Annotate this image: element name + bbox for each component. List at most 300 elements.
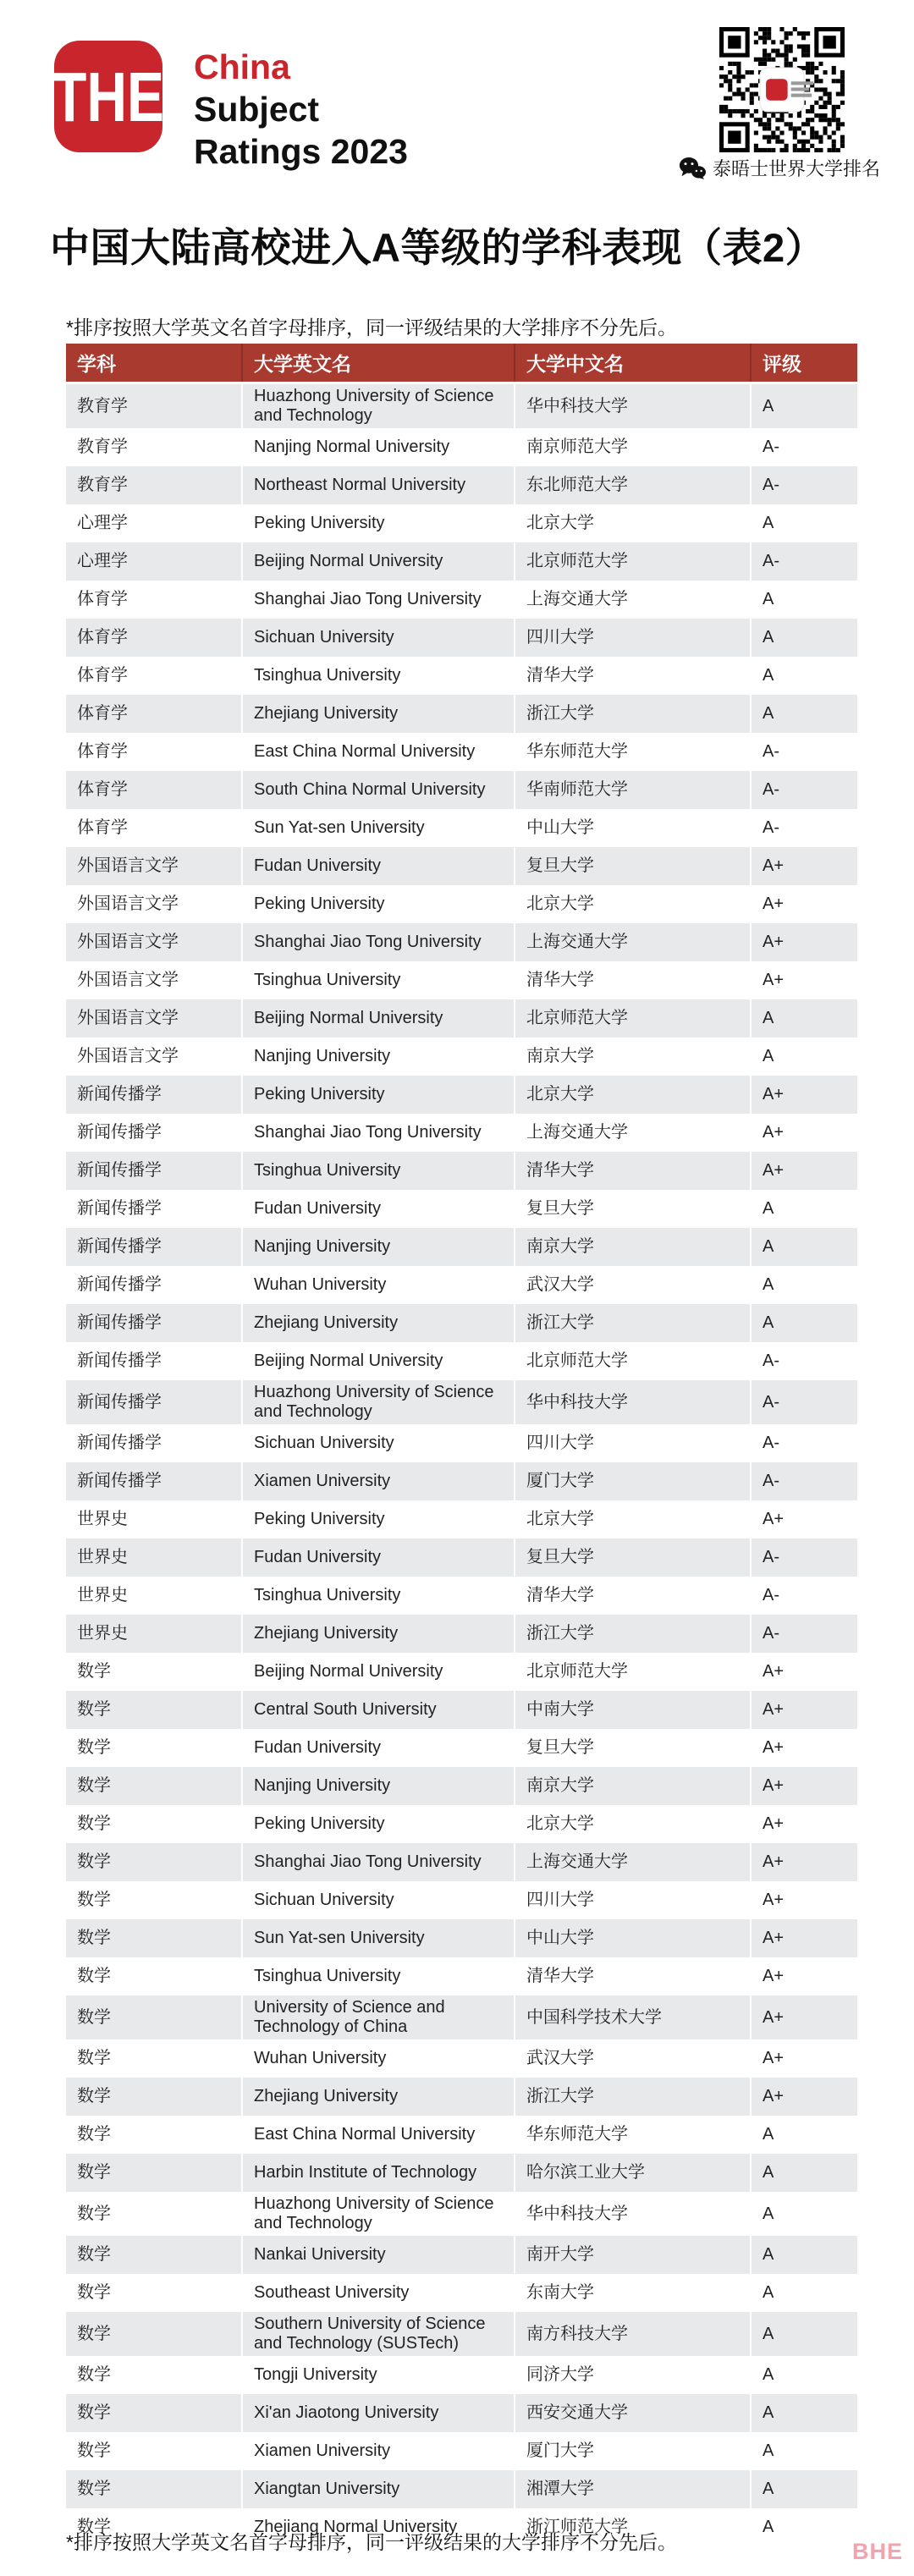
cell-rating: A+ (750, 1500, 857, 1538)
table-row (66, 885, 857, 923)
cell-university-zh: 西安交通大学 (514, 2394, 750, 2432)
cell-rating: A+ (750, 1114, 857, 1152)
table-row (66, 1462, 857, 1500)
cell-rating: A+ (750, 1919, 857, 1957)
cell-university-zh: 湘潭大学 (514, 2470, 750, 2508)
cell-subject: 体育学 (77, 704, 128, 723)
table-row (66, 1380, 857, 1424)
cell-university-zh: 南方科技大学 (514, 2312, 750, 2356)
cell-rating: A+ (750, 1843, 857, 1881)
cell-rating: A (750, 384, 857, 428)
cell-subject: 新闻传播学 (77, 1275, 162, 1294)
cell-subject: 教育学 (77, 396, 128, 416)
cell-university-en: Central South University (241, 1691, 514, 1729)
cell-university-zh: 浙江大学 (514, 1304, 750, 1342)
cell-university-zh: 南京师范大学 (514, 428, 750, 466)
cell-rating: A (750, 2116, 857, 2154)
cell-subject: 外国语言文学 (77, 894, 179, 913)
cell-university-zh: 华中科技大学 (514, 1380, 750, 1424)
table-row (66, 1767, 857, 1805)
cell-rating: A (750, 504, 857, 542)
cell-rating: A (750, 2356, 857, 2394)
cell-rating: A (750, 2312, 857, 2356)
cell-university-en: Wuhan University (241, 1266, 514, 1304)
cell-rating: A+ (750, 1653, 857, 1691)
cell-university-en: Xiangtan University (241, 2470, 514, 2508)
brand-title (194, 46, 408, 173)
cell-rating: A (750, 2394, 857, 2432)
table-row (66, 1653, 857, 1691)
cell-university-en: Nanjing University (241, 1038, 514, 1076)
cell-university-zh: 北京师范大学 (514, 542, 750, 581)
cell-university-zh: 四川大学 (514, 619, 750, 657)
table-row (66, 1577, 857, 1615)
cell-university-zh: 清华大学 (514, 657, 750, 695)
cell-subject: 数学 (77, 2087, 111, 2105)
table-row (66, 2078, 857, 2116)
brand-line-subject: Subject (194, 90, 320, 129)
cell-rating: A (750, 2192, 857, 2236)
cell-university-zh: 上海交通大学 (514, 923, 750, 961)
cell-subject: 体育学 (77, 818, 128, 837)
cell-university-en: Southeast University (241, 2274, 514, 2312)
cell-university-zh: 北京师范大学 (514, 1342, 750, 1380)
cell-subject: 数学 (77, 2049, 111, 2067)
cell-university-en: Sichuan University (241, 1424, 514, 1462)
cell-university-zh: 华东师范大学 (514, 2116, 750, 2154)
cell-university-en: Beijing Normal University (241, 542, 514, 581)
brand-line-china: China (194, 47, 290, 86)
cell-university-zh: 哈尔滨工业大学 (514, 2154, 750, 2192)
table-row (66, 695, 857, 733)
cell-university-zh: 武汉大学 (514, 1266, 750, 1304)
table-row (66, 1038, 857, 1076)
cell-university-zh: 东北师范大学 (514, 466, 750, 504)
ratings-table (66, 344, 857, 2546)
table-row (66, 1881, 857, 1919)
cell-university-en: Fudan University (241, 1538, 514, 1577)
cell-university-zh: 华南师范大学 (514, 771, 750, 809)
cell-university-en: Shanghai Jiao Tong University (241, 923, 514, 961)
cell-university-en: University of Science and Technology of China (241, 1995, 514, 2039)
wechat-caption: 泰晤士世界大学排名 (713, 158, 881, 179)
cell-rating: A (750, 2508, 857, 2546)
cell-rating: A+ (750, 1691, 857, 1729)
table-row (66, 657, 857, 695)
cell-subject: 世界史 (77, 1510, 128, 1528)
cell-rating: A+ (750, 1152, 857, 1190)
cell-university-en: Beijing Normal University (241, 999, 514, 1038)
table-row (66, 2274, 857, 2312)
cell-university-zh: 南京大学 (514, 1767, 750, 1805)
cell-university-en: Tsinghua University (241, 1152, 514, 1190)
cell-rating: A (750, 1266, 857, 1304)
table-row (66, 1919, 857, 1957)
table-row (66, 1691, 857, 1729)
cell-university-en: Beijing Normal University (241, 1342, 514, 1380)
cell-university-zh: 浙江大学 (514, 695, 750, 733)
cell-university-en: Shanghai Jiao Tong University (241, 1843, 514, 1881)
cell-university-zh: 南京大学 (514, 1228, 750, 1266)
cell-university-en: Peking University (241, 1500, 514, 1538)
cell-university-zh: 复旦大学 (514, 1190, 750, 1228)
cell-subject: 数学 (77, 2283, 111, 2302)
wechat-caption-row (679, 155, 880, 181)
table-row (66, 1424, 857, 1462)
cell-university-en: Shanghai Jiao Tong University (241, 1114, 514, 1152)
cell-subject: 数学 (77, 2480, 111, 2498)
table-row (66, 542, 857, 581)
cell-subject: 数学 (77, 1967, 111, 1985)
cell-rating: A- (750, 809, 857, 847)
cell-university-en: Northeast Normal University (241, 466, 514, 504)
cell-rating: A- (750, 1342, 857, 1380)
cell-rating: A+ (750, 2039, 857, 2078)
table-row (66, 428, 857, 466)
table-row (66, 1076, 857, 1114)
note-top: *排序按照大学英文名首字母排序，同一评级结果的大学排序不分先后。 (66, 316, 677, 339)
cell-subject: 数学 (77, 1700, 111, 1719)
cell-subject: 新闻传播学 (77, 1434, 162, 1452)
cell-university-en: Nanjing University (241, 1767, 514, 1805)
the-logo (54, 41, 162, 152)
cell-university-zh: 中山大学 (514, 1919, 750, 1957)
cell-rating: A+ (750, 885, 857, 923)
cell-rating: A+ (750, 1881, 857, 1919)
table-row (66, 961, 857, 999)
table-row (66, 2236, 857, 2274)
cell-subject: 数学 (77, 2245, 111, 2264)
table-row (66, 1805, 857, 1843)
cell-rating: A+ (750, 2078, 857, 2116)
cell-subject: 体育学 (77, 628, 128, 647)
cell-university-en: Sichuan University (241, 1881, 514, 1919)
qr-code (719, 27, 845, 152)
cell-subject: 数学 (77, 1852, 111, 1871)
cell-subject: 新闻传播学 (77, 1313, 162, 1332)
brand-line-ratings: Ratings 2023 (194, 132, 408, 171)
cell-subject: 数学 (77, 2125, 111, 2144)
cell-university-en: Zhejiang University (241, 1615, 514, 1653)
cell-university-zh: 中南大学 (514, 1691, 750, 1729)
cell-university-zh: 浙江大学 (514, 2078, 750, 2116)
cell-subject: 教育学 (77, 438, 128, 456)
table-row (66, 1304, 857, 1342)
table-row (66, 2470, 857, 2508)
cell-university-en: Fudan University (241, 847, 514, 885)
cell-subject: 外国语言文学 (77, 933, 179, 951)
table-row (66, 1266, 857, 1304)
cell-rating: A+ (750, 1995, 857, 2039)
cell-subject: 体育学 (77, 666, 128, 685)
cell-university-en: Zhejiang University (241, 695, 514, 733)
cell-university-zh: 清华大学 (514, 961, 750, 999)
cell-subject: 数学 (77, 2403, 111, 2422)
cell-university-en: Xiamen University (241, 2432, 514, 2470)
cell-subject: 数学 (77, 2518, 111, 2536)
cell-subject: 数学 (77, 2365, 111, 2384)
cell-subject: 世界史 (77, 1586, 128, 1604)
cell-university-en: South China Normal University (241, 771, 514, 809)
the-logo-text: THE (52, 57, 164, 136)
cell-university-en: Harbin Institute of Technology (241, 2154, 514, 2192)
table-row (66, 384, 857, 428)
table-row (66, 504, 857, 542)
cell-subject: 新闻传播学 (77, 1472, 162, 1490)
cell-subject: 心理学 (77, 552, 128, 570)
table-row (66, 2432, 857, 2470)
cell-university-en: Xi'an Jiaotong University (241, 2394, 514, 2432)
cell-university-zh: 北京大学 (514, 504, 750, 542)
cell-subject: 教育学 (77, 476, 128, 494)
cell-university-en: Nankai University (241, 2236, 514, 2274)
cell-rating: A (750, 2470, 857, 2508)
cell-university-en: Xiamen University (241, 1462, 514, 1500)
cell-university-en: Tsinghua University (241, 657, 514, 695)
cell-subject: 世界史 (77, 1548, 128, 1566)
cell-university-en: Huazhong University of Science and Technology (241, 384, 514, 428)
table-row (66, 2039, 857, 2078)
cell-subject: 心理学 (77, 514, 128, 532)
cell-rating: A+ (750, 1767, 857, 1805)
cell-rating: A (750, 1190, 857, 1228)
note-bottom: *排序按照大学英文名首字母排序，同一评级结果的大学排序不分先后。 (66, 2531, 677, 2553)
cell-subject: 新闻传播学 (77, 1085, 162, 1104)
cell-university-zh: 同济大学 (514, 2356, 750, 2394)
cell-subject: 体育学 (77, 742, 128, 761)
cell-rating: A- (750, 466, 857, 504)
cell-subject: 数学 (77, 2441, 111, 2460)
cell-rating: A- (750, 428, 857, 466)
cell-subject: 新闻传播学 (77, 1123, 162, 1142)
cell-university-en: East China Normal University (241, 733, 514, 771)
cell-university-zh: 北京大学 (514, 1500, 750, 1538)
cell-university-zh: 浙江大学 (514, 1615, 750, 1653)
table-row (66, 923, 857, 961)
cell-subject: 数学 (77, 1738, 111, 1757)
cell-university-zh: 北京大学 (514, 1076, 750, 1114)
table-row (66, 2356, 857, 2394)
table-row (66, 2192, 857, 2236)
cell-university-en: Fudan University (241, 1190, 514, 1228)
cell-subject: 新闻传播学 (77, 1351, 162, 1370)
table-row (66, 1152, 857, 1190)
cell-rating: A (750, 1304, 857, 1342)
col-header-university-en: 大学英文名 (241, 344, 514, 382)
cell-rating: A (750, 581, 857, 619)
cell-subject: 新闻传播学 (77, 1237, 162, 1256)
cell-university-zh: 武汉大学 (514, 2039, 750, 2078)
cell-subject: 外国语言文学 (77, 1047, 179, 1065)
cell-university-zh: 南京大学 (514, 1038, 750, 1076)
cell-university-zh: 复旦大学 (514, 1538, 750, 1577)
cell-university-en: Nanjing Normal University (241, 428, 514, 466)
cell-subject: 数学 (77, 2204, 111, 2223)
table-row (66, 2312, 857, 2356)
cell-subject: 数学 (77, 2324, 111, 2343)
cell-subject: 外国语言文学 (77, 1009, 179, 1027)
table-row (66, 1615, 857, 1653)
cell-subject: 新闻传播学 (77, 1161, 162, 1180)
cell-subject: 数学 (77, 1929, 111, 1947)
cell-university-en: Beijing Normal University (241, 1653, 514, 1691)
cell-university-en: Huazhong University of Science and Technology (241, 2192, 514, 2236)
cell-university-zh: 北京师范大学 (514, 999, 750, 1038)
table-row (66, 2394, 857, 2432)
col-header-subject: 学科 (77, 353, 116, 375)
cell-subject: 数学 (77, 1776, 111, 1795)
cell-rating: A+ (750, 847, 857, 885)
cell-subject: 外国语言文学 (77, 971, 179, 989)
cell-university-zh: 复旦大学 (514, 1729, 750, 1767)
cell-university-en: Sun Yat-sen University (241, 1919, 514, 1957)
cell-rating: A (750, 2236, 857, 2274)
cell-subject: 数学 (77, 1662, 111, 1681)
cell-university-zh: 东南大学 (514, 2274, 750, 2312)
cell-rating: A+ (750, 961, 857, 999)
cell-university-zh: 北京大学 (514, 885, 750, 923)
table-row (66, 771, 857, 809)
table-row (66, 733, 857, 771)
cell-rating: A- (750, 733, 857, 771)
cell-university-en: Tongji University (241, 2356, 514, 2394)
cell-rating: A- (750, 1538, 857, 1577)
table-row (66, 847, 857, 885)
cell-university-en: Southern University of Science and Technology (SUSTech) (241, 2312, 514, 2356)
cell-university-zh: 浙江师范大学 (514, 2508, 750, 2546)
cell-rating: A+ (750, 1076, 857, 1114)
table-row (66, 1114, 857, 1152)
cell-university-en: Zhejiang University (241, 2078, 514, 2116)
table-row (66, 466, 857, 504)
cell-university-zh: 华中科技大学 (514, 2192, 750, 2236)
cell-subject: 体育学 (77, 590, 128, 608)
cell-university-en: Tsinghua University (241, 961, 514, 999)
cell-university-zh: 清华大学 (514, 1577, 750, 1615)
table-header (66, 344, 857, 382)
cell-university-en: Peking University (241, 1805, 514, 1843)
cell-university-zh: 厦门大学 (514, 1462, 750, 1500)
cell-university-en: Peking University (241, 885, 514, 923)
cell-university-en: Peking University (241, 1076, 514, 1114)
cell-university-en: Zhejiang University (241, 1304, 514, 1342)
cell-rating: A- (750, 1462, 857, 1500)
cell-rating: A (750, 619, 857, 657)
cell-rating: A (750, 695, 857, 733)
table-row (66, 1729, 857, 1767)
cell-university-zh: 厦门大学 (514, 2432, 750, 2470)
cell-subject: 新闻传播学 (77, 1392, 162, 1412)
cell-university-en: Zhejiang Normal University (241, 2508, 514, 2546)
cell-university-en: Sun Yat-sen University (241, 809, 514, 847)
cell-rating: A- (750, 1577, 857, 1615)
bhe-watermark: BHE (852, 2539, 904, 2564)
cell-university-en: Nanjing University (241, 1228, 514, 1266)
cell-university-zh: 上海交通大学 (514, 1114, 750, 1152)
cell-subject: 世界史 (77, 1624, 128, 1643)
table-row (66, 999, 857, 1038)
cell-university-zh: 上海交通大学 (514, 1843, 750, 1881)
col-header-university-zh: 大学中文名 (514, 344, 750, 382)
cell-rating: A+ (750, 1957, 857, 1995)
cell-university-en: Peking University (241, 504, 514, 542)
cell-rating: A (750, 1038, 857, 1076)
cell-university-en: East China Normal University (241, 2116, 514, 2154)
table-row (66, 1228, 857, 1266)
cell-subject: 数学 (77, 2163, 111, 2182)
table-row (66, 1538, 857, 1577)
cell-university-zh: 四川大学 (514, 1881, 750, 1919)
cell-rating: A+ (750, 1729, 857, 1767)
cell-subject: 外国语言文学 (77, 856, 179, 875)
cell-university-zh: 清华大学 (514, 1957, 750, 1995)
cell-rating: A (750, 999, 857, 1038)
table-row (66, 1190, 857, 1228)
cell-rating: A+ (750, 923, 857, 961)
cell-subject: 数学 (77, 2007, 111, 2027)
cell-university-en: Huazhong University of Science and Technology (241, 1380, 514, 1424)
cell-rating: A (750, 657, 857, 695)
table-row (66, 1957, 857, 1995)
cell-university-en: Sichuan University (241, 619, 514, 657)
cell-rating: A- (750, 771, 857, 809)
cell-university-zh: 上海交通大学 (514, 581, 750, 619)
table-row (66, 1500, 857, 1538)
cell-rating: A- (750, 542, 857, 581)
table-row (66, 619, 857, 657)
cell-university-zh: 中山大学 (514, 809, 750, 847)
cell-subject: 体育学 (77, 780, 128, 799)
cell-university-zh: 华东师范大学 (514, 733, 750, 771)
cell-subject: 新闻传播学 (77, 1199, 162, 1218)
cell-university-en: Tsinghua University (241, 1957, 514, 1995)
cell-university-en: Wuhan University (241, 2039, 514, 2078)
table-row (66, 809, 857, 847)
cell-university-zh: 四川大学 (514, 1424, 750, 1462)
cell-university-zh: 华中科技大学 (514, 384, 750, 428)
cell-rating: A (750, 2432, 857, 2470)
cell-rating: A (750, 2274, 857, 2312)
table-row (66, 1843, 857, 1881)
table-row (66, 1342, 857, 1380)
cell-university-zh: 北京大学 (514, 1805, 750, 1843)
cell-rating: A- (750, 1380, 857, 1424)
table-row (66, 581, 857, 619)
cell-subject: 数学 (77, 1891, 111, 1909)
col-header-rating: 评级 (750, 344, 857, 382)
cell-rating: A- (750, 1615, 857, 1653)
cell-university-zh: 北京师范大学 (514, 1653, 750, 1691)
cell-university-zh: 中国科学技术大学 (514, 1995, 750, 2039)
table-body (66, 384, 857, 2546)
cell-rating: A- (750, 1424, 857, 1462)
table-row (66, 1995, 857, 2039)
cell-university-en: Tsinghua University (241, 1577, 514, 1615)
wechat-icon (679, 157, 706, 179)
cell-university-en: Fudan University (241, 1729, 514, 1767)
cell-rating: A (750, 2154, 857, 2192)
cell-rating: A+ (750, 1805, 857, 1843)
table-row (66, 2154, 857, 2192)
cell-university-zh: 清华大学 (514, 1152, 750, 1190)
cell-university-zh: 复旦大学 (514, 847, 750, 885)
cell-university-en: Shanghai Jiao Tong University (241, 581, 514, 619)
page-title: 中国大陆高校进入A等级的学科表现（表2） (50, 225, 826, 270)
cell-rating: A (750, 1228, 857, 1266)
cell-university-zh: 南开大学 (514, 2236, 750, 2274)
cell-subject: 数学 (77, 1814, 111, 1833)
table-row (66, 2116, 857, 2154)
